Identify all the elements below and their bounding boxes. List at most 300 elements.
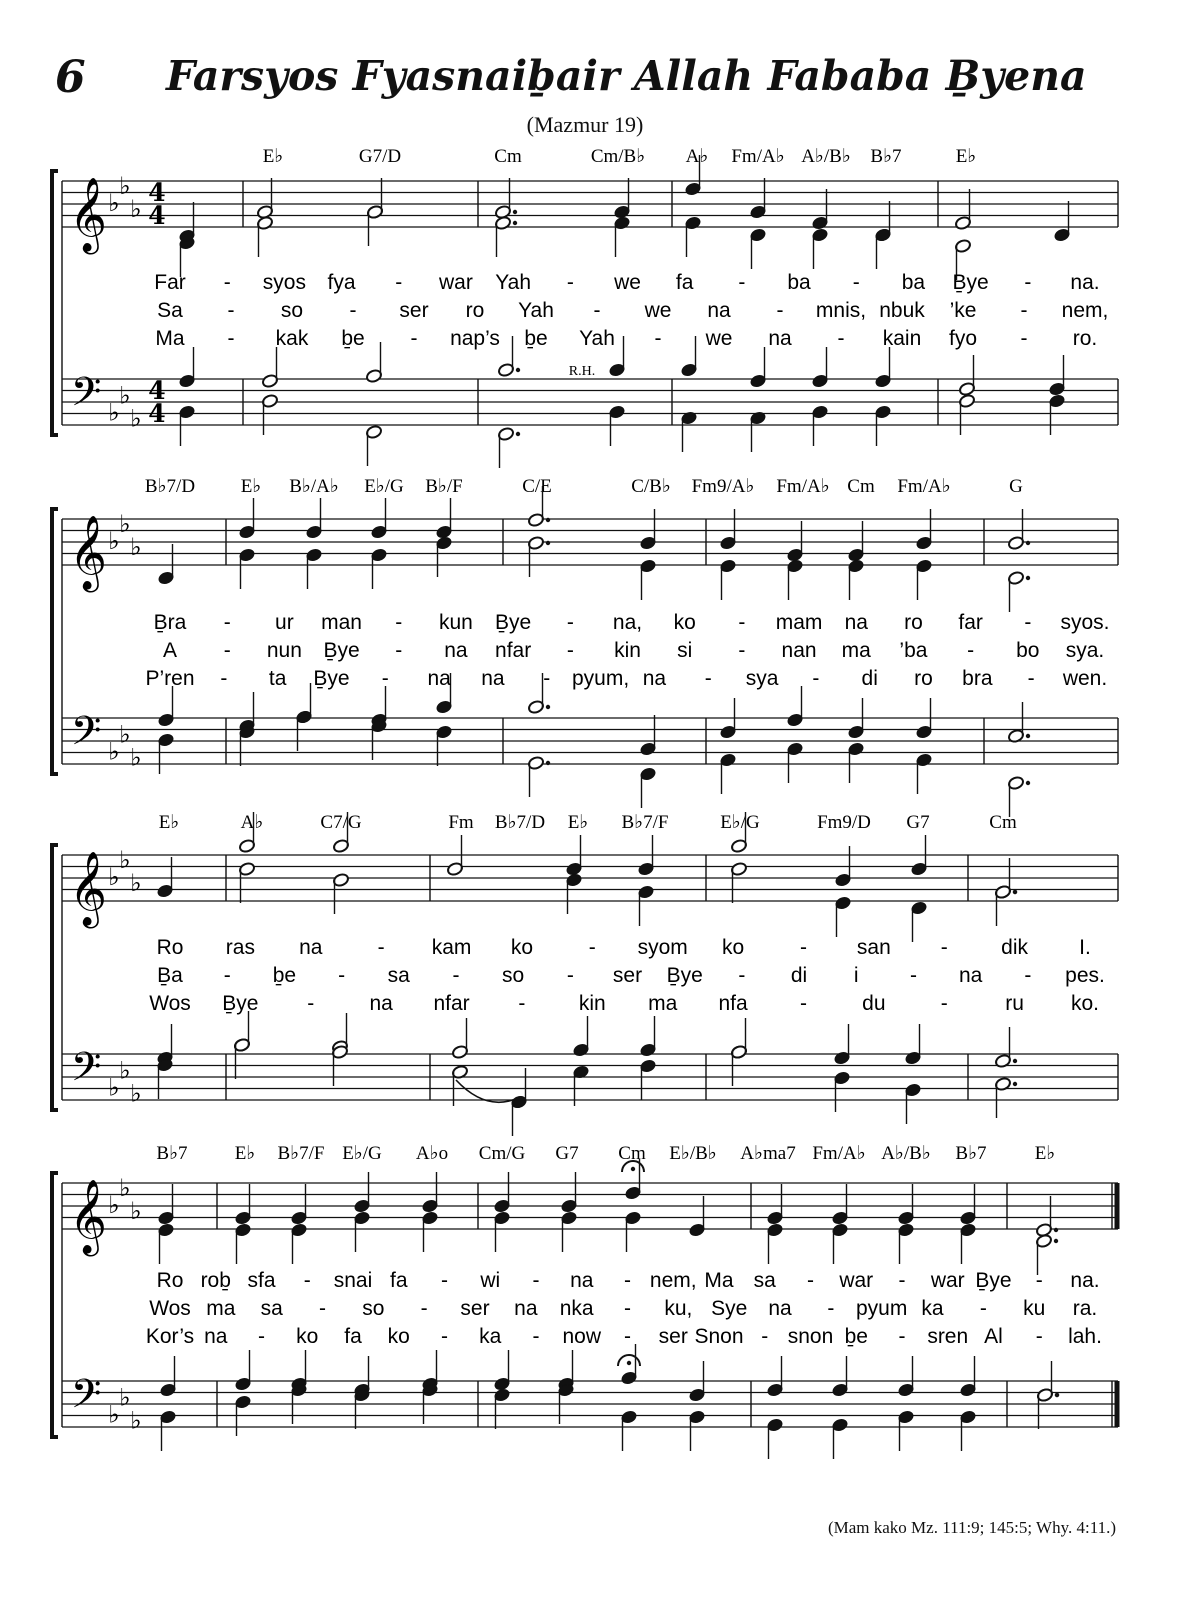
lyric-syllable: ku,: [664, 1297, 693, 1320]
lyric-syllable: Sa: [157, 299, 183, 322]
chord-symbol: Fm/A♭: [897, 476, 951, 497]
lyric-hyphen: -: [979, 1297, 987, 1320]
lyric-syllable: nka: [559, 1297, 594, 1320]
key-signature-flat-icon: ♭: [108, 1191, 120, 1219]
key-signature-flat-icon: ♭: [130, 404, 142, 433]
lyric-syllable: i: [853, 964, 859, 987]
lyric-syllable: ko: [721, 936, 745, 959]
lyric-syllable: nem,: [649, 1269, 697, 1292]
lyric-syllable: ru: [1005, 992, 1024, 1015]
lyric-syllable: ro: [914, 667, 933, 690]
lyric-syllable: ’ba: [899, 639, 928, 662]
time-signature-bottom: 4: [148, 399, 166, 428]
bass-dot: [516, 432, 520, 436]
lyric-syllable: Ro: [156, 1269, 184, 1292]
chord-symbol: G7: [906, 812, 930, 833]
bass-dot: [1013, 1059, 1017, 1063]
lyric-syllable: kun: [439, 611, 473, 634]
lyric-syllable: syos: [262, 271, 306, 294]
lyric-hyphen: -: [223, 271, 231, 294]
lyric-hyphen: -: [812, 667, 820, 690]
chord-symbol: B♭/F: [425, 476, 463, 497]
lyric-hyphen: -: [799, 992, 807, 1015]
lyric-syllable: ko: [296, 1325, 319, 1348]
key-signature-flat-icon: ♭: [130, 743, 142, 772]
treble-dot: [1013, 890, 1017, 894]
lyric-hyphen: -: [307, 992, 315, 1015]
lyric-syllable: snai: [333, 1269, 373, 1292]
lyric-hyphen: -: [227, 327, 235, 350]
lyric-syllable: na: [642, 667, 667, 690]
chord-symbol: E♭: [158, 812, 180, 833]
key-signature-flat-icon: ♭: [119, 845, 131, 874]
lyric-hyphen: -: [593, 299, 601, 322]
lyric-hyphen: -: [738, 271, 746, 294]
lyric-syllable: ser: [399, 299, 429, 322]
treble-clef-icon: 𝄞: [69, 1180, 107, 1254]
lyric-syllable: ma: [841, 639, 871, 662]
key-signature-flat-icon: ♭: [119, 1383, 131, 1412]
lyric-syllable: ḇe: [272, 964, 297, 987]
chord-symbol: C7/G: [320, 812, 362, 833]
lyric-hyphen: -: [303, 1269, 311, 1292]
bass-dot: [516, 368, 520, 372]
lyric-syllable: na: [707, 299, 731, 322]
key-signature-flat-icon: ♭: [108, 527, 120, 555]
lyric-hyphen: -: [227, 299, 235, 322]
lyric-syllable: kin: [578, 992, 606, 1015]
time-signature-top: 4: [148, 376, 166, 405]
lyric-syllable: ko.: [1070, 992, 1100, 1015]
chord-symbol: Fm9/A♭: [691, 476, 755, 497]
lyric-syllable: na: [514, 1297, 538, 1320]
lyric-hyphen: -: [319, 1297, 326, 1320]
lyric-hyphen: -: [349, 299, 357, 322]
treble-dot: [513, 221, 517, 225]
lyric-syllable: na: [299, 936, 323, 959]
treble-dot: [513, 210, 517, 214]
lyric-syllable: na: [768, 327, 792, 350]
lyric-hyphen: -: [395, 611, 403, 634]
lyric-syllable: si: [677, 639, 693, 662]
lyric-syllable: sya: [745, 667, 779, 690]
bass-dot: [1013, 1082, 1017, 1086]
bass-clef-icon: 𝄢: [70, 1044, 102, 1100]
lyric-hyphen: -: [518, 992, 526, 1015]
key-signature-flat-icon: ♭: [119, 381, 131, 410]
slur: [456, 1080, 518, 1102]
lyric-syllable: pes.: [1065, 964, 1105, 987]
chord-symbol: B♭/A♭: [289, 476, 339, 497]
lyric-hyphen: -: [410, 327, 418, 350]
lyric-syllable: bo: [1016, 639, 1040, 662]
lyric-syllable: ḇe: [844, 1325, 868, 1348]
lyric-syllable: sya.: [1065, 639, 1105, 662]
chord-symbol: Cm/B♭: [590, 146, 646, 167]
lyric-syllable: nfa: [718, 992, 748, 1015]
key-signature-flat-icon: ♭: [108, 398, 120, 427]
lyric-syllable: mnis,: [815, 299, 867, 322]
chord-symbol: B♭7/F: [621, 812, 669, 833]
lyric-syllable: roḇ: [200, 1269, 231, 1292]
chord-symbol: G7/D: [358, 146, 402, 167]
lyric-syllable: ko: [673, 611, 696, 634]
lyric-syllable: ka: [921, 1297, 944, 1320]
chord-symbol: E♭: [240, 476, 262, 497]
lyric-syllable: Wos: [149, 992, 191, 1015]
chord-symbol: B♭7/F: [277, 1143, 325, 1164]
treble-dot: [1026, 541, 1030, 545]
lyric-syllable: so: [362, 1297, 385, 1320]
key-signature-flat-icon: ♭: [119, 720, 131, 749]
chord-symbol: E♭/G: [342, 1143, 382, 1164]
lyric-hyphen: -: [738, 611, 746, 634]
key-signature-flat-icon: ♭: [130, 868, 142, 897]
lyric-hyphen: -: [1020, 299, 1028, 322]
chord-symbol: E♭: [567, 812, 589, 833]
lyric-hyphen: -: [441, 1325, 448, 1348]
lyric-hyphen: -: [566, 639, 574, 662]
chord-symbol: E♭: [955, 146, 977, 167]
lyric-syllable: dik: [1001, 936, 1029, 959]
chord-symbol: Fm9/D: [817, 812, 871, 833]
lyric-hyphen: -: [1020, 327, 1028, 350]
chord-symbol: C/B♭: [631, 476, 671, 497]
chord-symbol: B♭7: [955, 1143, 987, 1164]
chord-symbol: Fm/A♭: [812, 1143, 866, 1164]
lyric-hyphen: -: [223, 964, 231, 987]
lyric-syllable: nfar: [433, 992, 470, 1015]
lyric-hyphen: -: [761, 1325, 769, 1348]
lyric-syllable: Ḇa: [157, 964, 183, 987]
key-signature-flat-icon: ♭: [108, 189, 120, 217]
lyric-syllable: san: [856, 936, 891, 959]
lyric-syllable: ko: [510, 936, 534, 959]
treble-dot: [546, 541, 550, 545]
lyric-syllable: Ro: [156, 936, 184, 959]
lyric-syllable: we: [644, 299, 672, 322]
chord-symbol: E♭: [234, 1143, 256, 1164]
lyric-syllable: fa: [389, 1269, 408, 1292]
lyric-syllable: ku: [1023, 1297, 1046, 1320]
lyric-hyphen: -: [624, 1297, 631, 1320]
lyric-hyphen: -: [377, 936, 385, 959]
chord-symbol: A♭/B♭: [881, 1143, 931, 1164]
lyric-syllable: Yah: [495, 271, 532, 294]
lyric-syllable: Ḇye: [323, 639, 360, 662]
chord-symbol: B♭7/D: [144, 476, 196, 497]
lyric-syllable: du: [862, 992, 886, 1015]
lyric-syllable: ko: [387, 1325, 410, 1348]
treble-dot: [1054, 1228, 1058, 1232]
lyric-hyphen: -: [1035, 1325, 1043, 1348]
lyric-syllable: syos.: [1060, 611, 1110, 634]
lyric-syllable: nem,: [1061, 299, 1109, 322]
lyric-syllable: ’ke: [949, 299, 977, 322]
lyric-hyphen: -: [1035, 1269, 1043, 1292]
lyric-hyphen: -: [420, 1297, 428, 1320]
lyric-syllable: pyum,: [571, 667, 630, 690]
lyric-syllable: Al: [984, 1325, 1003, 1348]
lyric-syllable: na: [768, 1297, 792, 1320]
system-bracket: [52, 845, 58, 1110]
bass-dot: [1055, 1393, 1059, 1397]
bass-clef-icon: 𝄢: [70, 708, 102, 764]
lyric-syllable: Yah: [518, 299, 554, 322]
lyric-syllable: ser: [612, 964, 643, 987]
lyric-syllable: nfar: [495, 639, 532, 662]
system-bracket: [52, 509, 58, 774]
fermata-dot: [627, 1361, 631, 1365]
lyric-hyphen: -: [338, 964, 346, 987]
lyric-syllable: na: [369, 992, 393, 1015]
lyric-syllable: nap’s: [450, 327, 500, 350]
key-signature-flat-icon: ♭: [108, 863, 120, 891]
chord-symbol: Fm/A♭: [731, 146, 785, 167]
chord-symbol: G: [1009, 476, 1023, 497]
lyric-syllable: bra: [962, 667, 993, 690]
treble-dot: [1054, 1239, 1058, 1243]
chord-symbol: A♭: [240, 812, 264, 833]
lyric-syllable: ḇe: [524, 327, 548, 350]
chord-symbol: B♭7/D: [494, 812, 546, 833]
key-signature-flat-icon: ♭: [108, 737, 120, 766]
chord-symbol: Cm: [618, 1143, 646, 1164]
lyric-hyphen: -: [532, 1325, 540, 1348]
footnote: (Mam kako Mz. 111:9; 145:5; Why. 4:11.): [827, 1518, 1116, 1537]
chord-symbol: E♭: [1034, 1143, 1056, 1164]
bass-dot: [1026, 781, 1030, 785]
lyric-hyphen: -: [776, 299, 784, 322]
chord-symbol: Cm: [847, 476, 875, 497]
lyric-syllable: ser: [658, 1325, 688, 1348]
lyric-syllable: Yah: [579, 327, 615, 350]
lyric-syllable: sa: [387, 964, 410, 987]
lyric-hyphen: -: [624, 1269, 631, 1292]
lyric-syllable: Ḇye: [495, 611, 532, 634]
lyric-syllable: lah.: [1068, 1325, 1102, 1348]
lyric-syllable: nbuk: [879, 299, 925, 322]
chord-symbol: Fm/A♭: [776, 476, 830, 497]
lyric-syllable: Ma: [704, 1269, 734, 1292]
lyric-syllable: pyum: [855, 1297, 908, 1320]
lyric-hyphen: -: [566, 611, 574, 634]
lyric-hyphen: -: [827, 1297, 835, 1320]
lyric-syllable: Ma: [155, 327, 185, 350]
lyric-syllable: na: [958, 964, 983, 987]
lyric-hyphen: -: [837, 327, 845, 350]
lyric-hyphen: -: [452, 964, 460, 987]
lyric-hyphen: -: [704, 667, 712, 690]
time-signature-bottom: 4: [148, 201, 166, 230]
lyric-syllable: kak: [275, 327, 309, 350]
lyric-syllable: sfa: [247, 1269, 276, 1292]
bass-dot: [546, 761, 550, 765]
lyric-syllable: Ḇye: [975, 1269, 1012, 1292]
lyric-syllable: ma: [206, 1297, 236, 1320]
lyric-hyphen: -: [588, 936, 596, 959]
chord-symbol: B♭7: [870, 146, 902, 167]
lyric-syllable: na,: [612, 611, 643, 634]
chord-symbol: E♭/G: [364, 476, 404, 497]
key-signature-flat-icon: ♭: [119, 1173, 131, 1202]
chord-symbol: E♭: [262, 146, 284, 167]
key-signature-flat-icon: ♭: [130, 194, 142, 223]
lyric-hyphen: -: [223, 639, 231, 662]
lyric-syllable: mam: [775, 611, 823, 634]
lyric-syllable: Far: [154, 271, 186, 294]
lyric-syllable: we: [614, 271, 641, 294]
lyric-syllable: ur: [275, 611, 294, 634]
key-signature-flat-icon: ♭: [119, 509, 131, 538]
lyric-syllable: Ḇye: [222, 992, 259, 1015]
lyric-syllable: na.: [1070, 271, 1100, 294]
lyric-syllable: na: [481, 667, 505, 690]
lyric-syllable: Wos: [149, 1297, 191, 1320]
system-bracket: [52, 171, 58, 435]
lyric-syllable: fya: [327, 271, 356, 294]
lyric-hyphen: -: [566, 271, 574, 294]
lyric-hyphen: -: [441, 1269, 448, 1292]
lyric-hyphen: -: [1027, 667, 1035, 690]
lyric-hyphen: -: [940, 992, 948, 1015]
key-signature-flat-icon: ♭: [119, 1056, 131, 1085]
lyric-syllable: fa: [344, 1325, 362, 1348]
lyric-syllable: ma: [648, 992, 678, 1015]
key-signature-flat-icon: ♭: [130, 1406, 142, 1435]
lyric-hyphen: -: [1024, 271, 1032, 294]
lyric-syllable: di: [790, 964, 808, 987]
key-signature-flat-icon: ♭: [130, 1196, 142, 1225]
lyric-syllable: kam: [431, 936, 472, 959]
lyric-syllable: wen.: [1062, 667, 1108, 690]
chord-symbol: E♭/G: [720, 812, 760, 833]
bass-clef-icon: 𝄢: [70, 369, 102, 425]
lyric-syllable: Snon: [694, 1325, 744, 1348]
lyric-syllable: war: [839, 1269, 874, 1292]
lyric-syllable: kain: [882, 327, 922, 350]
lyric-hyphen: -: [258, 1325, 265, 1348]
lyric-hyphen: -: [852, 271, 860, 294]
lyric-syllable: di: [861, 667, 878, 690]
lyric-hyphen: -: [898, 1269, 906, 1292]
lyric-syllable: na: [444, 639, 468, 662]
chord-symbol: Fm: [448, 812, 474, 833]
lyric-syllable: ka: [479, 1325, 502, 1348]
chord-symbol: A♭o: [415, 1143, 449, 1164]
chord-symbol: A♭: [685, 146, 709, 167]
lyric-hyphen: -: [807, 1269, 814, 1292]
treble-dot: [546, 518, 550, 522]
lyric-syllable: ser: [460, 1297, 490, 1320]
lyric-syllable: kin: [614, 639, 641, 662]
lyric-hyphen: -: [381, 667, 389, 690]
lyric-hyphen: -: [967, 639, 975, 662]
lyric-syllable: fa: [675, 271, 694, 294]
lyric-syllable: ra.: [1072, 1297, 1098, 1320]
lyric-syllable: ba: [787, 271, 811, 294]
lyric-syllable: Ḇye: [313, 667, 350, 690]
key-signature-flat-icon: ♭: [130, 1079, 142, 1108]
lyric-hyphen: -: [898, 1325, 906, 1348]
lyric-syllable: we: [705, 327, 733, 350]
key-signature-flat-icon: ♭: [130, 532, 142, 561]
bass-clef-icon: 𝄢: [70, 1371, 102, 1427]
lyric-hyphen: -: [566, 964, 574, 987]
lyric-syllable: na: [844, 611, 868, 634]
treble-clef-icon: 𝄞: [69, 852, 107, 926]
lyric-syllable: so: [280, 299, 304, 322]
lyric-syllable: na: [570, 1269, 594, 1292]
lyric-syllable: so: [502, 964, 525, 987]
system-bracket: [52, 1173, 58, 1437]
lyric-hyphen: -: [395, 271, 403, 294]
lyric-syllable: ro: [904, 611, 923, 634]
fermata-dot: [631, 1167, 635, 1171]
lyric-syllable: Ḇye: [666, 964, 703, 987]
lyric-syllable: wi: [480, 1269, 501, 1292]
chord-symbol: Cm: [989, 812, 1017, 833]
lyric-syllable: sren: [927, 1325, 969, 1348]
lyric-syllable: snon: [787, 1325, 834, 1348]
lyric-hyphen: -: [738, 964, 746, 987]
lyric-syllable: war: [930, 1269, 965, 1292]
lyric-hyphen: -: [395, 639, 403, 662]
lyric-hyphen: -: [220, 667, 228, 690]
lyric-syllable: syom: [637, 936, 688, 959]
lyric-syllable: na: [204, 1325, 228, 1348]
lyric-syllable: war: [439, 271, 473, 294]
lyric-hyphen: -: [909, 964, 917, 987]
chord-symbol: G7: [555, 1143, 579, 1164]
lyric-syllable: sa: [260, 1297, 283, 1320]
lyric-hyphen: -: [543, 667, 551, 690]
key-signature-flat-icon: ♭: [108, 1400, 120, 1429]
chord-symbol: C/E: [522, 476, 552, 497]
lyric-hyphen: -: [1024, 964, 1032, 987]
key-signature-flat-icon: ♭: [108, 1073, 120, 1102]
lyric-syllable: far: [958, 611, 983, 634]
bass-dot: [546, 705, 550, 709]
lyric-syllable: ras: [225, 936, 255, 959]
chord-symbol: A♭ma7: [740, 1143, 796, 1164]
lyric-hyphen: -: [532, 1269, 540, 1292]
lyric-syllable: fyo: [948, 327, 978, 350]
treble-dot: [1026, 576, 1030, 580]
lyric-hyphen: -: [223, 611, 231, 634]
lyric-syllable: Ḇye: [952, 271, 989, 294]
chord-symbol: Cm/G: [478, 1143, 526, 1164]
hymn-number: 6: [55, 52, 86, 103]
treble-clef-icon: 𝄞: [69, 516, 107, 590]
time-signature-top: 4: [148, 178, 166, 207]
lyric-hyphen: -: [799, 936, 807, 959]
lyric-syllable: na.: [1070, 1269, 1100, 1292]
lyric-syllable: now: [562, 1325, 602, 1348]
lyric-hyphen: -: [1024, 611, 1032, 634]
lyric-hyphen: -: [738, 639, 746, 662]
lyric-syllable: ta: [268, 667, 287, 690]
chord-symbol: B♭7: [156, 1143, 188, 1164]
lyric-syllable: A: [162, 639, 178, 662]
lyric-syllable: sa: [753, 1269, 776, 1292]
chord-symbol: Cm: [494, 146, 522, 167]
lyric-syllable: P’ren: [145, 667, 195, 690]
hymn-subtitle: (Mazmur 19): [526, 112, 644, 137]
hymn-title: Farsyos Fyasnaiḇair Allah Fababa Ḇyena: [166, 52, 1087, 100]
treble-clef-icon: 𝄞: [69, 178, 107, 252]
rh-marking: R.H.: [568, 364, 596, 379]
